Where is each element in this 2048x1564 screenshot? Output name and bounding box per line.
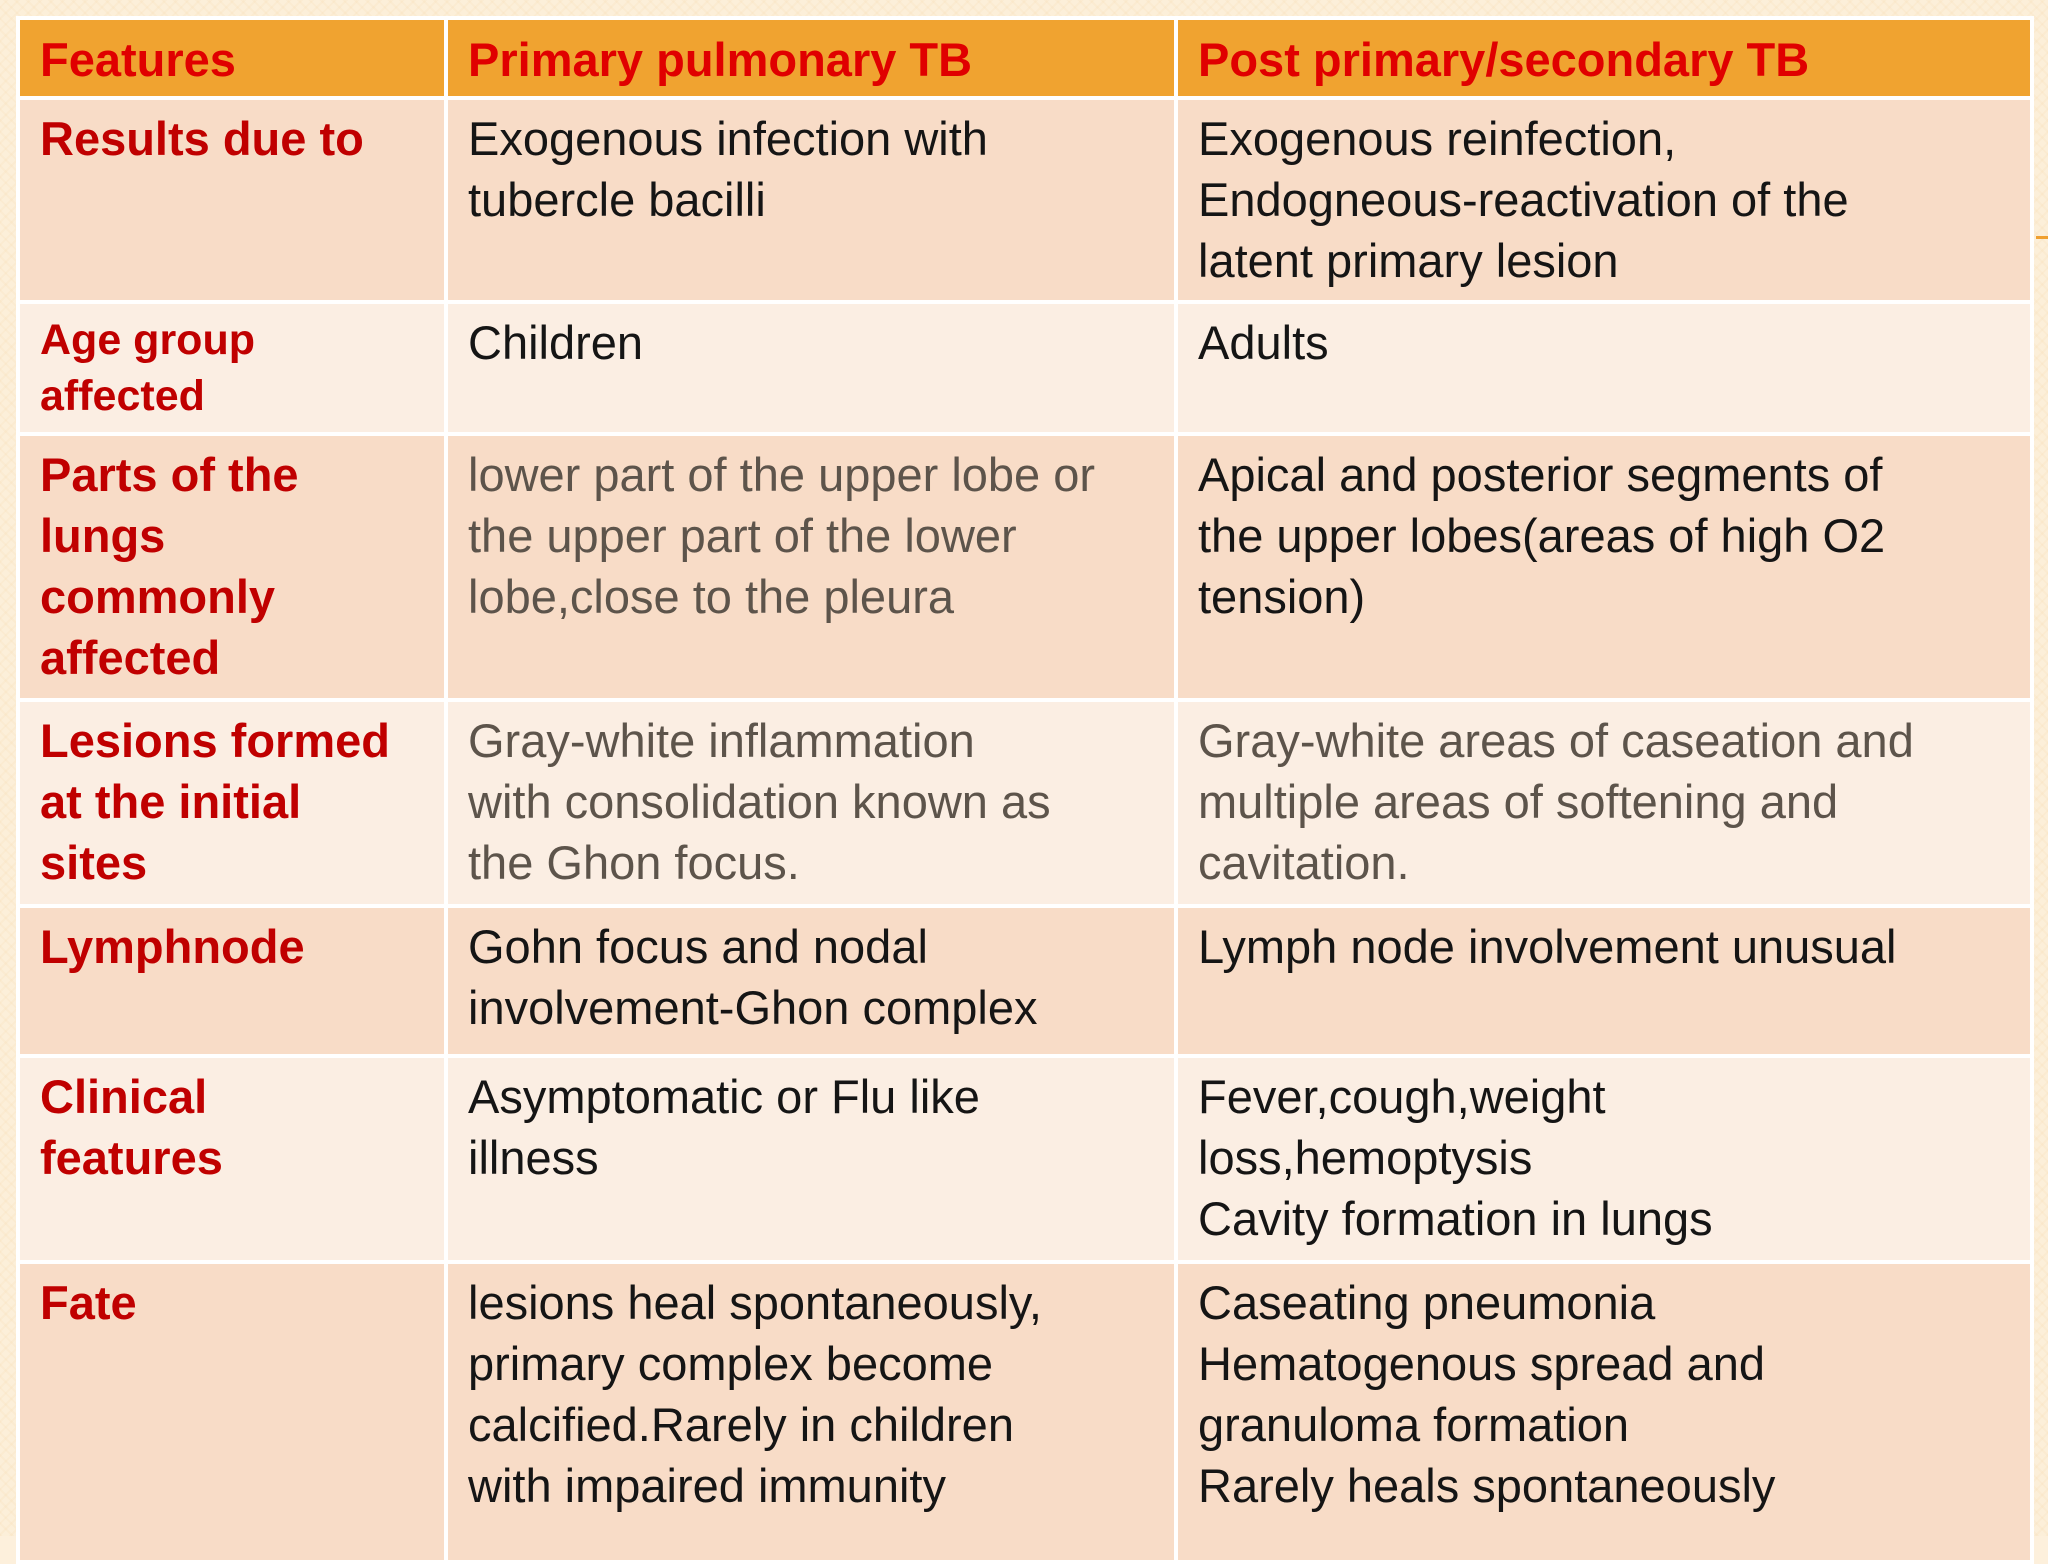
secondary-line: Adults: [1198, 316, 1329, 369]
table-row: [18, 434, 2032, 700]
secondary-line: Exogenous reinfection,: [1198, 112, 1677, 165]
feature-line: sites: [40, 836, 148, 889]
feature-cell: [18, 1262, 446, 1562]
primary-line: the Ghon focus.: [468, 836, 800, 889]
secondary-line: Cavity formation in lungs: [1198, 1192, 1713, 1245]
feature-cell: [18, 302, 446, 434]
feature-line: lungs: [40, 509, 166, 562]
secondary-line: Fever,cough,weight: [1198, 1070, 1606, 1123]
primary-line: lesions heal spontaneously,: [468, 1276, 1042, 1329]
secondary-line: Endogneous-reactivation of the: [1198, 173, 1849, 226]
primary-line: calcified.Rarely in children: [468, 1398, 1014, 1451]
secondary-line: Caseating pneumonia: [1198, 1276, 1656, 1329]
feature-line: at the initial: [40, 775, 302, 828]
secondary-line: Lymph node involvement unusual: [1198, 920, 1897, 973]
feature-line: affected: [40, 631, 221, 684]
secondary-line: loss,hemoptysis: [1198, 1131, 1533, 1184]
header-features: Features: [18, 18, 446, 98]
feature-line: Parts of the: [40, 448, 299, 501]
secondary-line: latent primary lesion: [1198, 234, 1619, 287]
primary-line: Gray-white inflammation: [468, 714, 975, 767]
secondary-line: granuloma formation: [1198, 1398, 1630, 1451]
secondary-cell: [1176, 302, 2032, 434]
primary-line: lobe,close to the pleura: [468, 570, 954, 623]
secondary-line: Apical and posterior segments of: [1198, 448, 1883, 501]
primary-line: Children: [468, 316, 644, 369]
primary-line: illness: [468, 1131, 599, 1184]
feature-line: features: [40, 1131, 223, 1184]
table-row: [18, 700, 2032, 906]
table-row: [18, 302, 2032, 434]
feature-cell: [18, 98, 446, 302]
secondary-line: tension): [1198, 570, 1366, 623]
feature-line: Age group: [40, 316, 255, 364]
secondary-cell: [1176, 1262, 2032, 1562]
feature-line: Fate: [40, 1276, 137, 1329]
primary-line: Asymptomatic or Flu like: [468, 1070, 980, 1123]
primary-cell: [446, 434, 1176, 700]
feature-cell: [18, 1056, 446, 1262]
secondary-line: multiple areas of softening and: [1198, 775, 1839, 828]
primary-line: involvement-Ghon complex: [468, 981, 1038, 1034]
primary-cell: [446, 98, 1176, 302]
secondary-line: cavitation.: [1198, 836, 1410, 889]
primary-line: Exogenous infection with: [468, 112, 988, 165]
primary-line: the upper part of the lower: [468, 509, 1017, 562]
table-row: [18, 1056, 2032, 1262]
table-row: [18, 906, 2032, 1056]
feature-cell: [18, 906, 446, 1056]
secondary-cell: [1176, 906, 2032, 1056]
primary-cell: [446, 906, 1176, 1056]
primary-line: with consolidation known as: [468, 775, 1051, 828]
primary-cell: [446, 1056, 1176, 1262]
primary-line: tubercle bacilli: [468, 173, 766, 226]
primary-line: Gohn focus and nodal: [468, 920, 928, 973]
header-primary-tb: Primary pulmonary TB: [446, 18, 1176, 98]
primary-cell: [446, 700, 1176, 906]
feature-line: Clinical: [40, 1070, 208, 1123]
secondary-cell: [1176, 700, 2032, 906]
primary-line: lower part of the upper lobe or: [468, 448, 1096, 501]
secondary-line: the upper lobes(areas of high O2: [1198, 509, 1886, 562]
primary-line: with impaired immunity: [468, 1459, 946, 1512]
slide-accent-line: [2036, 236, 2048, 239]
secondary-line: Rarely heals spontaneously: [1198, 1459, 1776, 1512]
feature-line: Lymphnode: [40, 920, 305, 973]
primary-line: primary complex become: [468, 1337, 994, 1390]
feature-line: commonly: [40, 570, 276, 623]
table-row: [18, 98, 2032, 302]
header-secondary-tb: Post primary/secondary TB: [1176, 18, 2032, 98]
secondary-cell: [1176, 1056, 2032, 1262]
secondary-line: Gray-white areas of caseation and: [1198, 714, 1914, 767]
secondary-cell: [1176, 434, 2032, 700]
primary-cell: [446, 302, 1176, 434]
primary-cell: [446, 1262, 1176, 1562]
feature-line: Results due to: [40, 112, 364, 165]
feature-cell: [18, 700, 446, 906]
table-header-row: [18, 18, 2032, 98]
table-row: [18, 1262, 2032, 1562]
secondary-line: Hematogenous spread and: [1198, 1337, 1766, 1390]
feature-line: affected: [40, 372, 205, 420]
tb-comparison-table: [16, 16, 2034, 1564]
feature-cell: [18, 434, 446, 700]
secondary-cell: [1176, 98, 2032, 302]
feature-line: Lesions formed: [40, 714, 390, 767]
